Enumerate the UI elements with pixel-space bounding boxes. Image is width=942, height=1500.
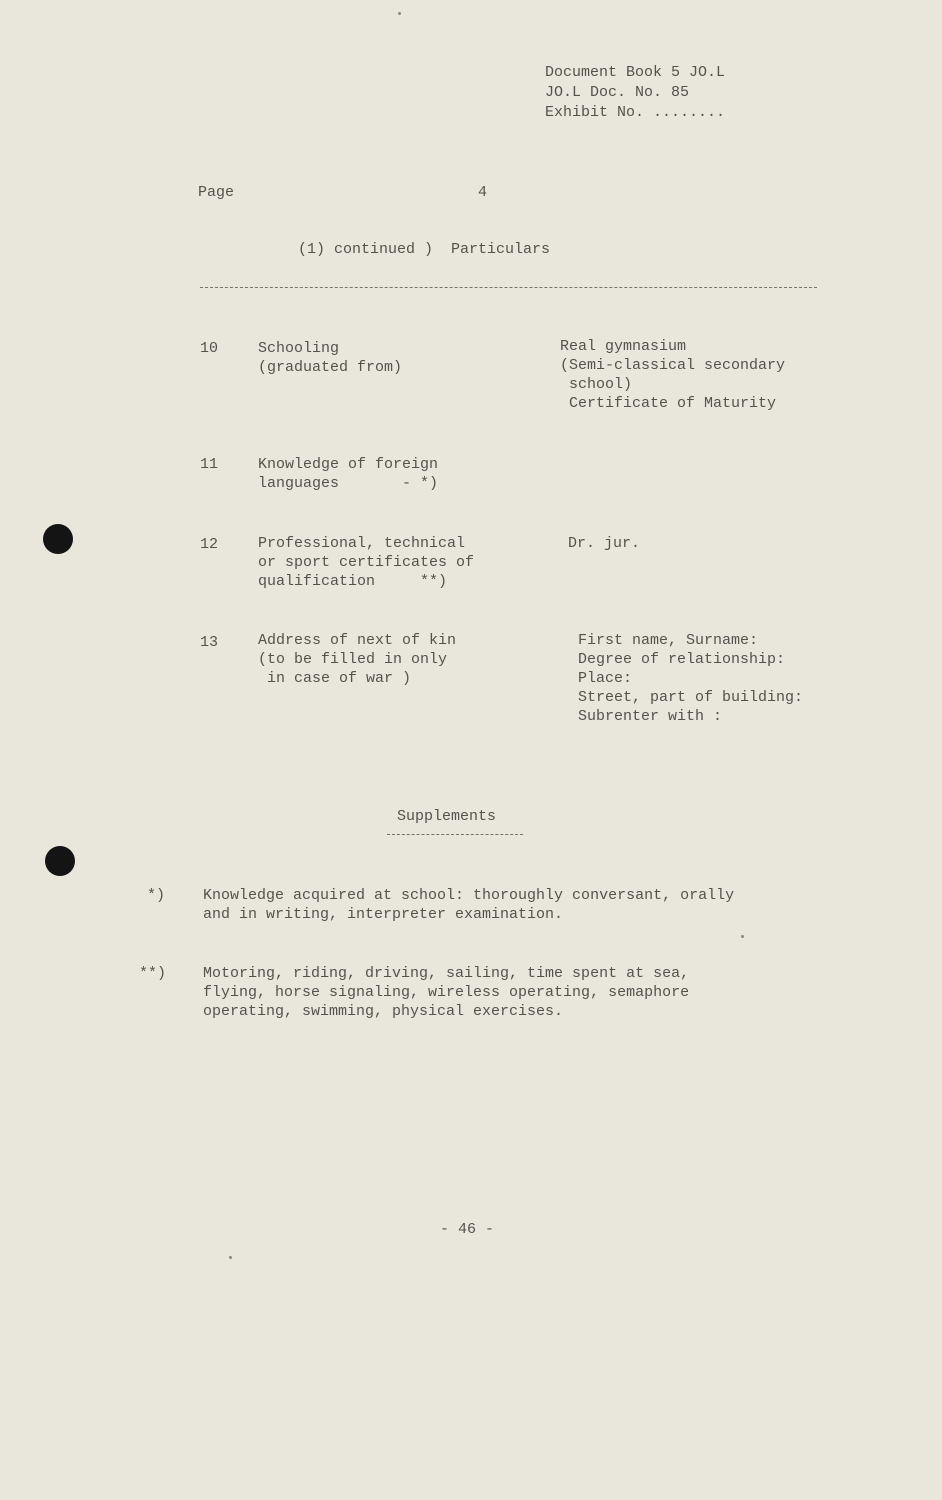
punch-hole xyxy=(43,524,73,554)
section-title: (1) continued ) Particulars xyxy=(298,241,551,258)
footnote-text: Motoring, riding, driving, sailing, time spent at sea, flying, horse signaling, wireless operating, semaphore operating, swimming, physical exercises. xyxy=(203,965,690,1020)
footnote-marker: **) xyxy=(139,965,167,982)
item-number: 13 xyxy=(200,634,219,651)
item-value: Dr. jur. xyxy=(568,535,641,552)
header-doc-number: JO.L Doc. No. 85 xyxy=(545,84,690,101)
header-exhibit-number: Exhibit No. ........ xyxy=(545,104,726,121)
paper-speck xyxy=(229,1256,232,1259)
paper-speck xyxy=(398,12,401,15)
item-number: 11 xyxy=(200,456,219,473)
item-value: Real gymnasium (Semi-classical secondary school) Certificate of Maturity xyxy=(560,338,786,412)
footnote-marker: *) xyxy=(147,887,166,904)
supplements-underline xyxy=(387,834,523,835)
header-document-book: Document Book 5 JO.L xyxy=(545,64,726,81)
footer-page-number: - 46 - xyxy=(440,1221,495,1238)
item-number: 12 xyxy=(200,536,219,553)
punch-hole xyxy=(45,846,75,876)
item-label: Knowledge of foreign languages - *) xyxy=(258,456,439,492)
item-number: 10 xyxy=(200,340,219,357)
item-value: First name, Surname: Degree of relationship: Place: Street, part of building: Subrenter with : xyxy=(578,632,804,725)
item-label: Professional, technical or sport certificates of qualification **) xyxy=(258,535,475,590)
footnote-text: Knowledge acquired at school: thoroughly conversant, orally and in writing, interpreter examination. xyxy=(203,887,735,923)
page-number: 4 xyxy=(478,184,488,201)
item-label: Schooling (graduated from) xyxy=(258,340,403,376)
page-label: Page xyxy=(198,184,235,201)
item-label: Address of next of kin (to be filled in only in case of war ) xyxy=(258,632,457,687)
paper-speck xyxy=(741,935,744,938)
supplements-title: Supplements xyxy=(397,808,497,825)
section-divider xyxy=(200,287,817,288)
